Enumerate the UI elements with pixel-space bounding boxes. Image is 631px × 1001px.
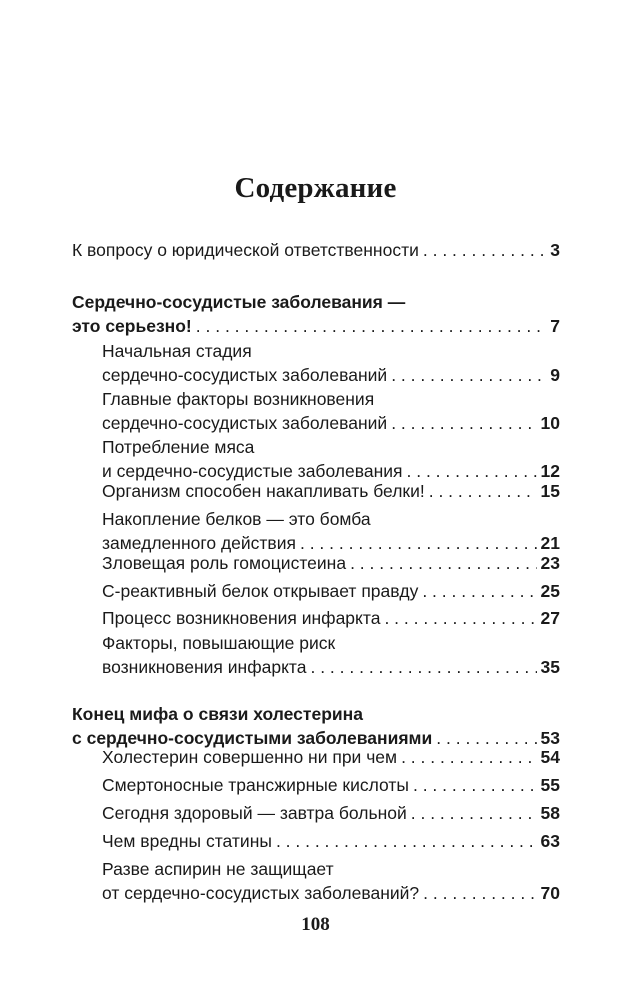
toc-entry-title-line: возникновения инфаркта <box>102 657 307 677</box>
toc-entry-title-line: Сегодня здоровый — завтра больной <box>102 803 407 823</box>
toc-entry <box>102 745 560 769</box>
toc-entry-row <box>102 411 560 435</box>
toc-page-number: 55 <box>540 775 560 795</box>
toc-entry-title-line: C-реактивный белок открывает правду <box>102 581 419 601</box>
toc-entry-row <box>102 579 560 603</box>
toc-entry-title-line: это серьезно! <box>72 316 192 336</box>
toc-entry-row <box>102 363 560 387</box>
toc-page-number: 70 <box>540 883 560 903</box>
toc-entry-title-line: сердечно-сосудистых заболеваний <box>102 365 388 385</box>
toc-entry-title-line: Смертоносные трансжирные кислоты <box>102 775 409 795</box>
dot-leader <box>423 881 536 905</box>
toc-entry-title-line: Начальная стадия <box>102 341 252 361</box>
toc-page-number: 23 <box>540 553 560 573</box>
toc-entry-title-line: Сердечно-сосудистые заболевания — <box>72 292 406 312</box>
dot-leader <box>423 238 546 262</box>
toc-entry-title-line: Конец мифа о связи холестерина <box>72 704 363 724</box>
toc-entry-title-line: Разве аспирин не защищает <box>102 859 334 879</box>
toc-entry-title-line: и сердечно-сосудистые заболевания <box>102 461 403 481</box>
toc-page-number: 21 <box>540 533 560 553</box>
toc-entry-title-line: К вопросу о юридической ответственности <box>72 240 419 260</box>
dot-leader <box>422 579 536 603</box>
toc-page-number: 63 <box>540 831 560 851</box>
toc-entry-row <box>102 801 560 825</box>
toc-page-number: 15 <box>540 481 560 501</box>
toc-entry <box>102 551 560 575</box>
toc-entry-title-line: Зловещая роль гомоцистеина <box>102 553 347 573</box>
toc-entry-title-line: Организм способен накапливать белки! <box>102 481 425 501</box>
toc-entry-title-line: сердечно-сосудистых заболеваний <box>102 413 388 433</box>
toc-entry-row <box>102 745 560 769</box>
toc-entry <box>102 801 560 825</box>
toc-entry-title-line: Накопление белков — это бомба <box>102 509 371 529</box>
toc-entry <box>102 773 560 797</box>
toc-entry <box>102 435 560 483</box>
toc-entry-title-line: Факторы, повышающие риск <box>102 633 336 653</box>
dot-leader <box>350 551 536 575</box>
toc-entry-row <box>72 314 560 338</box>
toc-entry-title-line: от сердечно-сосудистых заболеваний? <box>102 883 420 903</box>
dot-leader <box>196 314 547 338</box>
page-number: 108 <box>301 914 330 935</box>
toc-page-number: 12 <box>540 461 560 481</box>
toc-entry <box>72 238 560 262</box>
toc-entry-row <box>72 238 560 262</box>
toc-entry <box>102 507 560 555</box>
toc-page-number: 10 <box>540 413 560 433</box>
toc-entry <box>102 606 560 630</box>
toc-entry-row <box>102 773 560 797</box>
toc-entry-title-line: Главные факторы возникновения <box>102 389 375 409</box>
toc-page-number: 27 <box>540 608 560 628</box>
toc-entry-title-line: Холестерин совершенно ни при чем <box>102 747 398 767</box>
toc-entry <box>72 290 560 338</box>
toc-entry-row <box>102 829 560 853</box>
dot-leader <box>310 655 536 679</box>
toc-entry <box>102 479 560 503</box>
dot-leader <box>391 363 546 387</box>
toc-entry-row <box>102 881 560 905</box>
toc-entry <box>72 702 560 750</box>
dot-leader <box>401 745 536 769</box>
toc-entry <box>102 631 560 679</box>
dot-leader <box>391 411 536 435</box>
toc-entry-title-line: Чем вредны статины <box>102 831 272 851</box>
toc-page-number: 3 <box>550 240 560 260</box>
toc-entry-row <box>102 655 560 679</box>
toc-entry <box>102 387 560 435</box>
toc-page-number: 53 <box>540 728 560 748</box>
toc-entry-row <box>102 479 560 503</box>
toc-page-number: 58 <box>540 803 560 823</box>
toc-page-number: 54 <box>540 747 560 767</box>
toc-page-number: 7 <box>550 316 560 336</box>
toc-page-number: 25 <box>540 581 560 601</box>
dot-leader <box>413 773 537 797</box>
dot-leader <box>429 479 537 503</box>
toc-entry <box>102 829 560 853</box>
dot-leader <box>276 829 537 853</box>
toc-entry-row <box>102 551 560 575</box>
toc-entry <box>102 579 560 603</box>
toc-entry <box>102 339 560 387</box>
page-title: Содержание <box>234 172 397 204</box>
toc-entry-title-line: Процесс возникновения инфаркта <box>102 608 381 628</box>
toc-page-number: 9 <box>550 365 560 385</box>
dot-leader <box>384 606 536 630</box>
toc-entry-row <box>102 606 560 630</box>
toc-entry-title-line: с сердечно-сосудистыми заболеваниями <box>72 728 433 748</box>
dot-leader <box>411 801 537 825</box>
toc-page-number: 35 <box>540 657 560 677</box>
toc-entry-title-line: замедленного действия <box>102 533 296 553</box>
toc-entry-title-line: Потребление мяса <box>102 437 255 457</box>
toc-entry <box>102 857 560 905</box>
